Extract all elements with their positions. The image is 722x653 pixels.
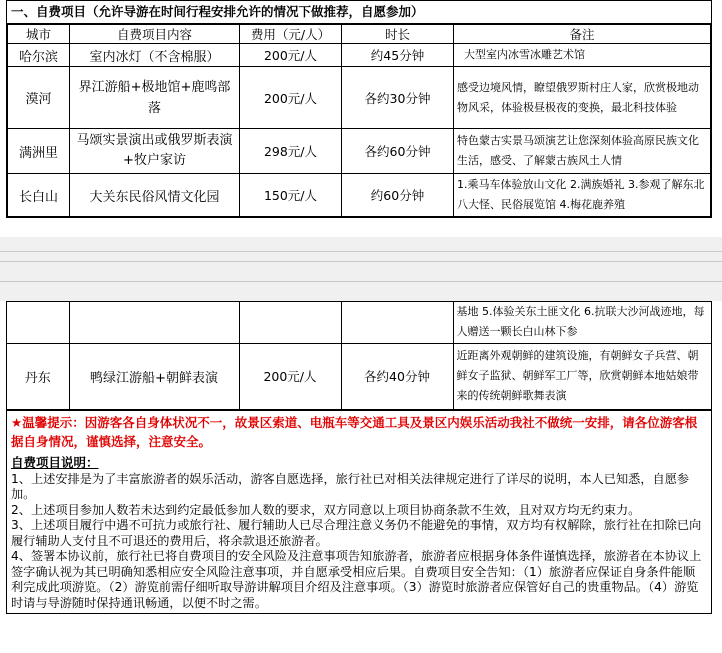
cell-item: 马颂实景演出或俄罗斯表演+牧户家访 xyxy=(70,129,240,174)
cell-duration xyxy=(341,302,453,343)
notes-paragraph: 3、上述项目履行中遇不可抗力或旅行社、履行辅助人已尽合理注意义务仍不能避免的事情，双方均有权解除，旅行社在扣除已向履行辅助人支付且不可退还的费用后，将余款退还旅游者。 xyxy=(11,518,702,548)
cell-duration: 各约60分钟 xyxy=(342,129,454,174)
header-note: 备注 xyxy=(454,25,711,44)
cell-price: 200元/人 xyxy=(240,44,342,67)
section-title: 一、自费项目（允许导游在时间行程安排允许的情况下做推荐，自愿参加） xyxy=(7,1,711,24)
page-gap xyxy=(0,237,722,301)
cell-item xyxy=(69,302,239,343)
cell-price: 200元/人 xyxy=(240,67,342,129)
table-row xyxy=(7,302,711,343)
cell-price: 298元/人 xyxy=(240,129,342,174)
cell-duration: 各约30分钟 xyxy=(342,67,454,129)
optional-items-table-continued xyxy=(7,302,711,410)
table-row xyxy=(8,44,711,67)
cell-note: 特色蒙古实景马颂演艺让您深刻体验高原民族文化生活，感受、了解蒙古族风土人情 xyxy=(454,129,711,174)
header-price: 费用（元/人） xyxy=(240,25,342,44)
notes-heading: 自费项目说明： xyxy=(11,454,99,470)
notes-paragraph: 2、上述项目参加人数若未达到约定最低参加人数的要求，双方同意以上项目协商条款不生效，且对双方均无约束力。 xyxy=(11,502,641,517)
table-row xyxy=(8,129,711,174)
cell-price: 200元/人 xyxy=(239,343,341,409)
warm-reminder: ★温馨提示：因游客各自身体状况不一，故景区索道、电瓶车等交通工具及景区内娱乐活动我社不做统一安排，请各位游客根据自身情况，谨慎选择，注意安全。 xyxy=(7,410,711,453)
cell-city: 满洲里 xyxy=(8,129,70,174)
cell-duration: 约60分钟 xyxy=(342,174,454,217)
header-city: 城市 xyxy=(8,25,70,44)
cell-note: 近距离外观朝鲜的建筑设施，有朝鲜女子兵营、朝鲜女子监狱、朝鲜军工厂等，欣赏朝鲜本地姑娘带来的传统朝鲜歌舞表演 xyxy=(453,343,711,409)
cell-city xyxy=(7,302,69,343)
cell-note: 基地 5.体验关东土匪文化 6.抗联大沙河战迹地，每人赠送一颗长白山林下参 xyxy=(453,302,711,343)
table-row xyxy=(8,67,711,129)
table-header-row xyxy=(8,25,711,44)
cell-city: 哈尔滨 xyxy=(8,44,70,67)
cell-city: 长白山 xyxy=(8,174,70,217)
optional-items-table xyxy=(7,24,711,217)
cell-duration: 各约40分钟 xyxy=(341,343,453,409)
table-row xyxy=(8,174,711,217)
cell-item: 室内冰灯（不含棉服） xyxy=(70,44,240,67)
header-duration: 时长 xyxy=(342,25,454,44)
cell-city: 漠河 xyxy=(8,67,70,129)
cell-city: 丹东 xyxy=(7,343,69,409)
cell-price xyxy=(239,302,341,343)
itinerary-sheet-page2 xyxy=(6,301,712,614)
cell-duration: 约45分钟 xyxy=(342,44,454,67)
cell-price: 150元/人 xyxy=(240,174,342,217)
header-item: 自费项目内容 xyxy=(70,25,240,44)
cell-item: 鸭绿江游船+朝鲜表演 xyxy=(69,343,239,409)
cell-item: 界江游船+极地馆+鹿鸣部落 xyxy=(70,67,240,129)
table-row xyxy=(7,343,711,409)
notes-paragraph: 4、签署本协议前，旅行社已将自费项目的安全风险及注意事项告知旅游者，旅游者应根据身体条件谨慎选择，旅游者在本协议上签字确认视为其已明确知悉相应安全风险注意事项，并自愿承受相应后果。自费项目安全告知：（1）旅游者应保证自身条件能顺利完成此项游览。（2）游览前需仔细听取导游讲解项目介绍及注意事项。（3）游览时旅游者应保管好自己的贵重物品。（4）游览时请与导游随时保持通讯畅通，以便不时之需。 xyxy=(11,549,702,610)
cell-note: 大型室内冰雪冰雕艺术馆 xyxy=(454,44,711,67)
itinerary-sheet-page1 xyxy=(6,0,712,218)
cell-note: 1.乘马车体验放山文化 2.满族婚礼 3.参观了解东北八大怪、民俗展览馆 4.梅花鹿养殖 xyxy=(454,174,711,217)
cell-note: 感受边境风情，瞭望俄罗斯村庄人家，欣赏极地动物风采，体验极昼极夜的变换，最北科技体验 xyxy=(454,67,711,129)
optional-items-notes xyxy=(7,453,711,614)
cell-item: 大关东民俗风情文化园 xyxy=(70,174,240,217)
notes-paragraph: 1、上述安排是为了丰富旅游者的娱乐活动，游客自愿选择，旅行社已对相关法律规定进行了详尽的说明，本人已知悉，自愿参加。 xyxy=(11,471,690,501)
